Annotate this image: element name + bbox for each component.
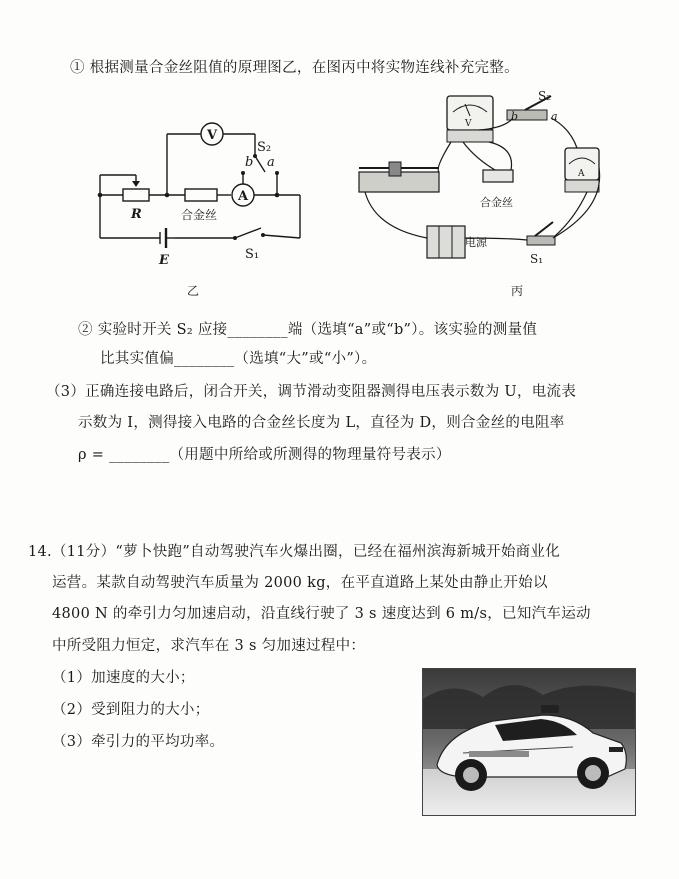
part3-line2: 示数为 I，测得接入电路的合金丝长度为 L，直径为 D，则合金丝的电阻率 [78,415,565,431]
circuit-diagram-yi [95,118,310,278]
terminal-b-label: b [511,110,519,123]
caption-bing: 丙 [511,284,524,298]
q14-line3: 4800 N 的牵引力匀加速启动，沿直线行驶了 3 s 速度达到 6 m/s，已知汽车运动 [52,606,591,622]
alloy-wire-label: 合金丝 [480,196,513,209]
part2-item2-cont: 比其实值偏________（选填“大”或“小”）。 [100,351,377,367]
q14-line1: 14.（11分）“萝卜快跑”自动驾驶汽车火爆出圈，已经在福州滨海新城开始商业化 [28,544,561,560]
battery-label: E [159,253,169,268]
rheostat-label: R [131,207,142,222]
ammeter-label: A [238,189,249,204]
part2-item1: ① 根据测量合金丝阻值的原理图乙，在图丙中将实物连线补充完整。 [70,60,519,76]
q14-sub3: （3）牵引力的平均功率。 [52,734,225,750]
ammeter-label: A [578,169,585,179]
terminal-a-label: a [267,155,275,170]
power-source-label: 电源 [465,236,487,249]
switch-s2-label: S₂ [538,89,552,103]
terminal-b-label: b [245,155,254,170]
part3-line1: （3）正确连接电路后，闭合开关，调节滑动变阻器测得电压表示数为 U，电流表 [46,384,577,400]
part2-item2: ② 实验时开关 S₂ 应接________端（选填“a”或“b”）。该实验的测量值 [78,322,538,338]
switch-s1-label: S₁ [530,252,544,266]
caption-yi: 乙 [187,284,200,298]
switch-s2-label: S₂ [257,140,272,155]
part3-line3: ρ = ________（用题中所给或所测得的物理量符号表示） [78,447,451,463]
autonomous-car-photo [422,668,636,816]
switch-s1-label: S₁ [245,247,260,262]
alloy-wire-label: 合金丝 [181,208,218,222]
voltmeter-label: V [465,119,472,129]
q14-sub2: （2）受到阻力的大小； [52,702,210,718]
voltmeter-label: V [207,128,218,143]
terminal-a-label: a [551,110,558,123]
wiring-diagram-bing [355,88,605,278]
q14-line4: 中所受阻力恒定，求汽车在 3 s 匀加速过程中： [52,638,366,654]
q14-sub1: （1）加速度的大小； [52,670,195,686]
q14-line2: 运营。某款自动驾驶汽车质量为 2000 kg，在平直道路上某处由静止开始以 [52,575,548,591]
